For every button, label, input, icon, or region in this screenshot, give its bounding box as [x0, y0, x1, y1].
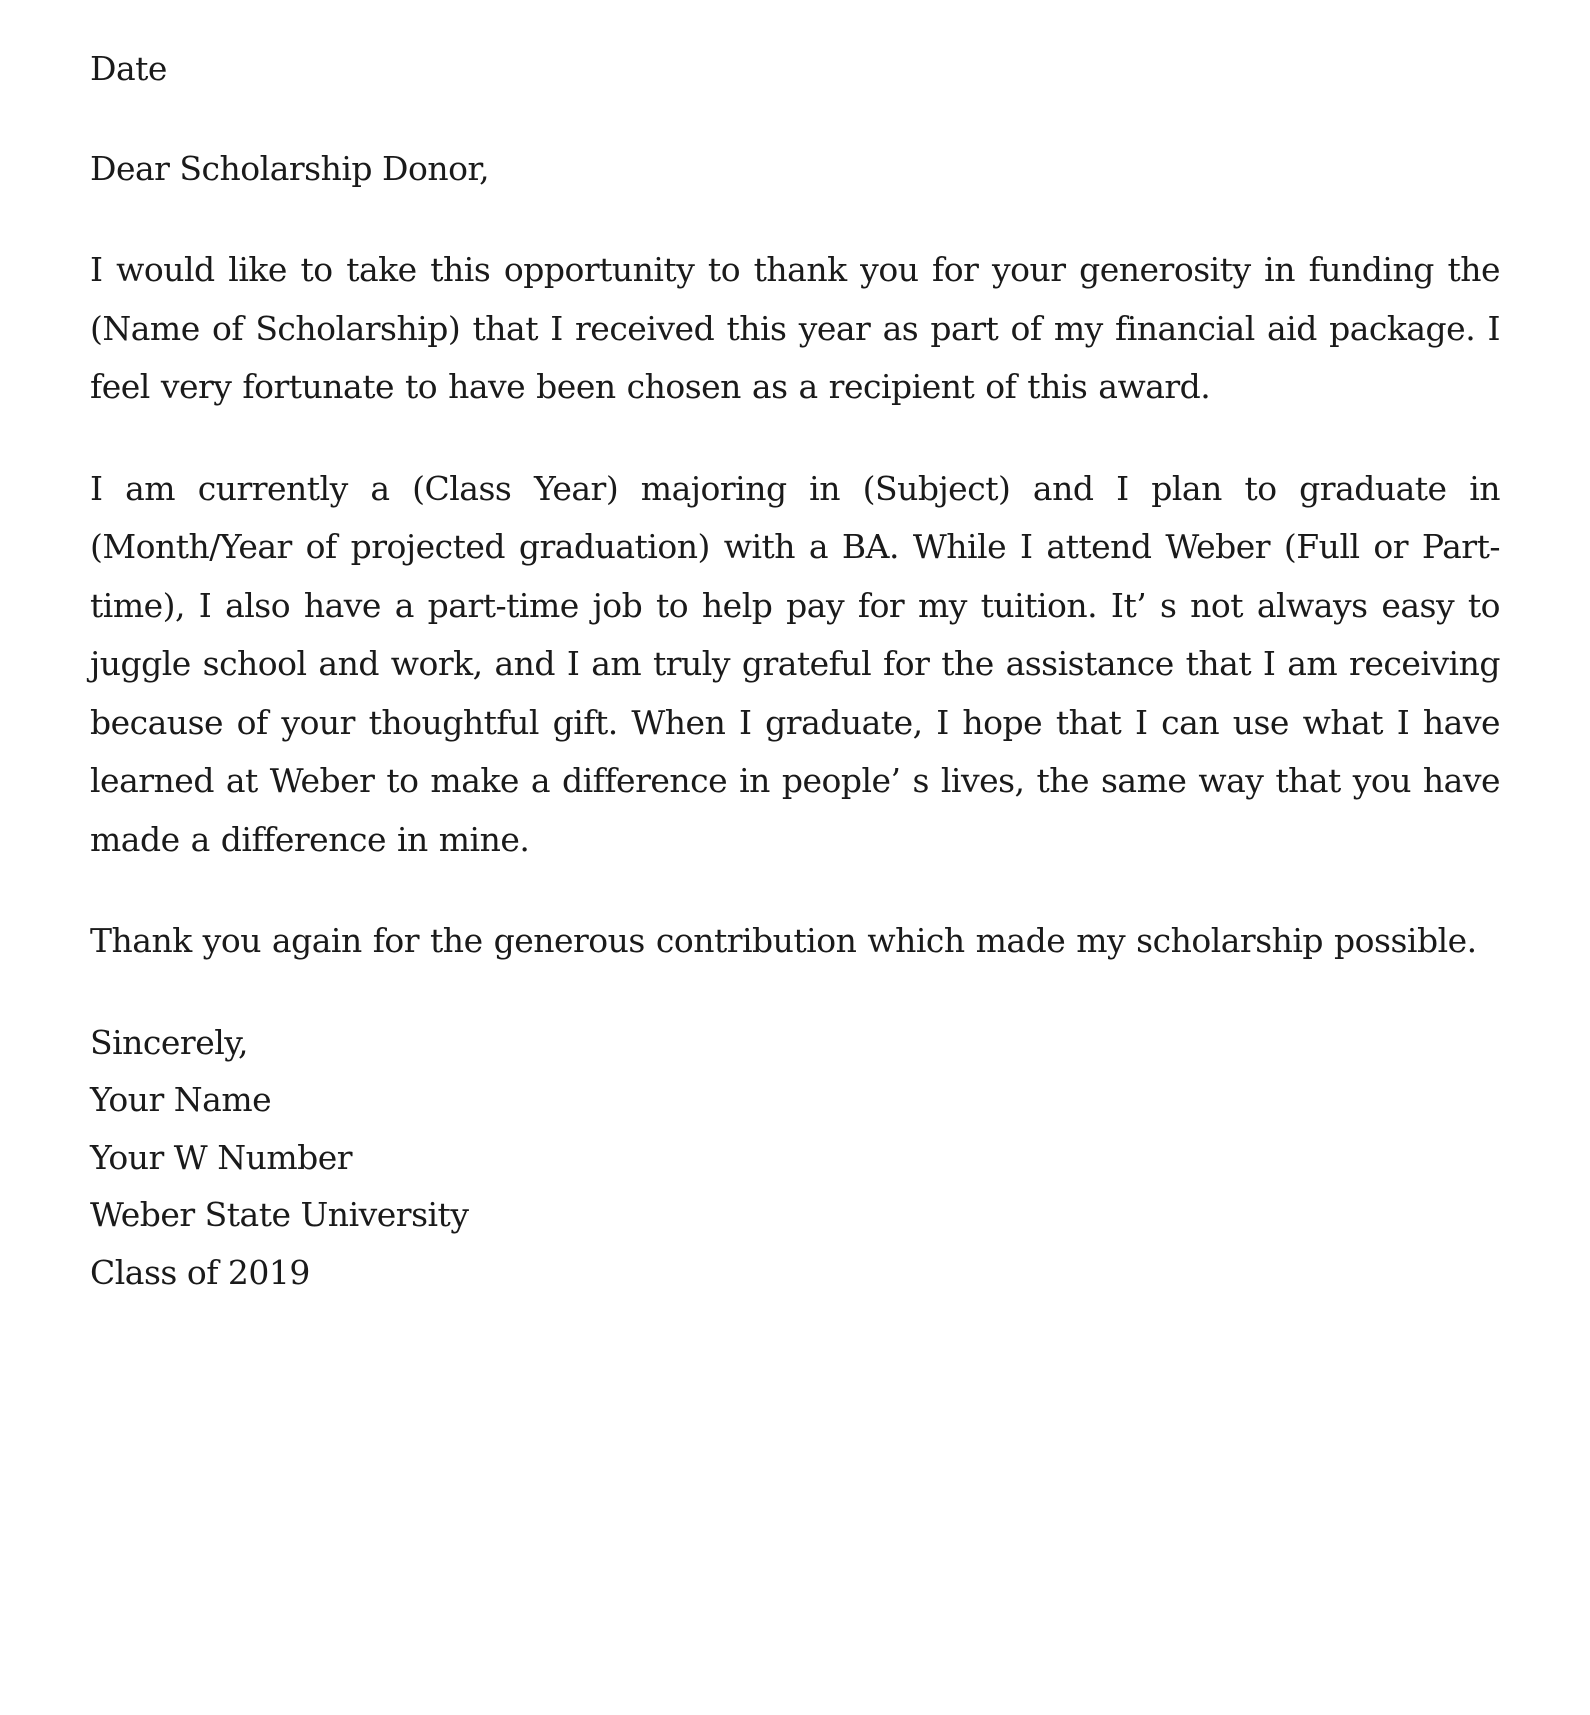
signature-block — [90, 1014, 1500, 1302]
signature-name: Your Name — [90, 1080, 272, 1119]
signature-university: Weber State University — [90, 1195, 469, 1234]
letter-closing: Sincerely, — [90, 1022, 249, 1062]
body-paragraph-1: I would like to take this opportunity to thank you for your generosity in funding the (Name of Scholarship) that I received this year as part of my financial aid package. I feel very fortunate to have been chosen as a recipient of this award. — [90, 250, 1500, 406]
signature-class-year: Class of 2019 — [90, 1252, 310, 1292]
body-paragraph-2: I am currently a (Class Year) majoring in (Subject) and I plan to graduate in (Month/Year of projected graduation) with a BA. While I attend Weber (Full or Part-time), I also have a part-time job to help pay for my tuition. It’ s not always easy to juggle school and work, and I am truly grateful for the assistance that I am receiving because of your thoughtful gift. When I graduate, I hope that I can use what I have learned at Weber to make a difference in people’ s lives, the same way that you have made a difference in mine. — [90, 468, 1500, 859]
signature-w-number: Your W Number — [90, 1137, 353, 1177]
thank-you-letter — [90, 40, 1500, 1301]
body-paragraph-3: Thank you again for the generous contribution which made my scholarship possible. — [90, 921, 1477, 960]
letter-salutation: Dear Scholarship Donor, — [90, 149, 490, 188]
letter-date: Date — [90, 49, 167, 88]
